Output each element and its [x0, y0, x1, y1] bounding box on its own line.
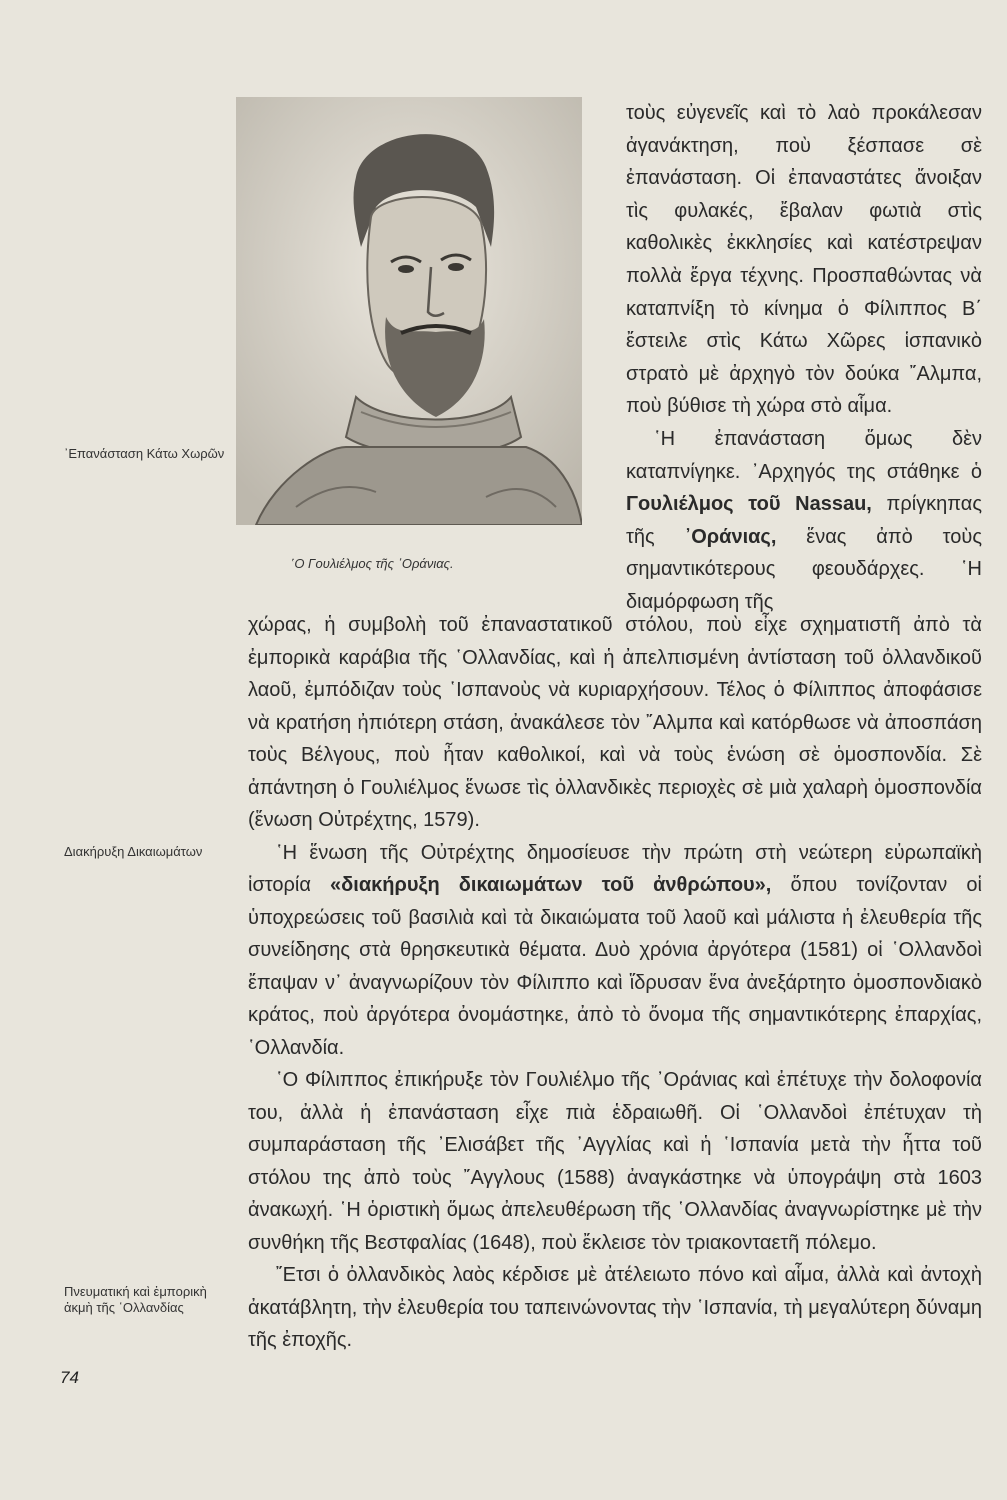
paragraph-3 [248, 837, 982, 1065]
william-nassau-bold: Γουλιέλμος τοῦ Nassau, [626, 493, 872, 516]
margin-note-declaration: Διακήρυξη Δικαιωμάτων [64, 844, 203, 859]
column-text [626, 97, 982, 619]
declaration-bold: «διακήρυξη δικαιωμάτων τοῦ ἀνθρώπου», [330, 874, 772, 896]
page-number: 74 [60, 1368, 79, 1387]
figure-caption: ῾Ο Γουλιέλμος τῆς ᾿Οράνιας. [290, 556, 454, 571]
paragraph-5: ῎Ετσι ὁ ὀλλανδικὸς λαὸς κέρδισε μὲ ἀτέλειωτο πόνο καὶ αἷμα, ἀλλὰ καὶ ἀντοχὴ ἀκατάβλητη, τὴν ἐλευθερία του ταπεινώνοντας τὴν ῾Ισπανία, τὴ μεγαλύτερη δύναμη τῆς ἐποχῆς. [248, 1264, 982, 1351]
portrait-illustration [236, 97, 582, 525]
paragraph-4: ῾Ο Φίλιππος ἐπικήρυξε τὸν Γουλιέλμο τῆς ᾿Οράνιας καὶ ἐπέτυχε τὴν δολοφονία του, ἀλλὰ ἡ ἐπανάσταση εἶχε πιὰ ἑδραιωθῆ. Οἱ ῾Ολλανδοὶ ἐπέτυχαν τὴ συμπαράσταση τῆς ᾿Ελισάβετ τῆς ᾿Αγγλίας καὶ ἡ ῾Ισπανία μετὰ τὴν ἧττα τοῦ στόλου της ἀπὸ τοὺς ῎Αγγλους (1588) ἀναγκάστηκε νὰ ὑπογράψη στὰ 1603 ἀνακωχή. ῾Η ὁριστικὴ ὅμως ἀπελευθέρωση τῆς ῾Ολλανδίας ἀναγνωρίστηκε μὲ τὴν συνθήκη τῆς Βεστφαλίας (1648), ποὺ ἔκλεισε τὸν τριακονταετῆ πόλεμο. [248, 1069, 982, 1254]
paragraph-2-start: ῾Η ἐπανάσταση ὅμως δὲν καταπνίγηκε. ᾿Αρχηγός της στάθηκε ὁ [626, 427, 982, 483]
paragraph-2-mid: πρίγκηπας τῆς [626, 493, 982, 548]
paragraph-1: τοὺς εὐγενεῖς καὶ τὸ λαὸ προκάλεσαν ἀγανάκτηση, ποὺ ξέσπασε σὲ ἐπανάσταση. Οἱ ἐπαναστάτες ἄνοιξαν τὶς φυλακές, ἔβαλαν φωτιὰ στὶς καθολικὲς ἐκκλησίες καὶ κατέστρεψαν πολλὰ ἔργα τέχνης. Προσπαθώντας νὰ καταπνίξη τὸ κίνημα ὁ Φίλιππος Β΄ ἔστειλε στὶς Κάτω Χῶρες ἱσπανικὸ στρατὸ μὲ ἀρχηγὸ τὸν δούκα ῎Αλμπα, ποὺ βύθισε τὴ χώρα στὸ αἷμα. [626, 102, 982, 418]
paragraph-3-start: ῾Η ἕνωση τῆς Οὐτρέχτης δημοσίευσε τὴν πρώτη στὴ νεώτερη εὐρωπαϊκὴ ἱστορία [248, 841, 982, 896]
orange-bold: ᾿Οράνιας, [684, 525, 777, 548]
full-width-text [248, 609, 982, 1357]
portrait-drawing [236, 97, 582, 525]
paragraph-3-end: ὅπου τονίζονταν οἱ ὑποχρεώσεις τοῦ βασιλιὰ καὶ τὰ δικαιώματα τοῦ λαοῦ καὶ μάλιστα ἡ ἐλευθερία τῆς συνείδησης στὰ θρησκευτικὰ θέματα. Δυὸ χρόνια ἀργότερα (1581) οἱ ῾Ολλανδοὶ ἔπαψαν ν᾿ ἀναγνωρίζουν τὸν Φίλιππο καὶ ἵδρυσαν ἕνα ἀνεξάρτητο ὁμοσπονδιακὸ κράτος, ποὺ ἀργότερα ὀνομάστηκε, ἀπὸ τὸ ὄνομα τῆς σημαντικότερης ἐπαρχίας, ῾Ολλανδία. [248, 874, 982, 1059]
margin-note-spiritual: Πνευματική καὶ ἐμπορικὴ ἀκμὴ τῆς ῾Ολλανδίας [64, 1284, 207, 1315]
paragraph-2-end: ἕνας ἀπὸ τοὺς σημαντικότερους φεουδάρχες. ῾Η διαμόρφωση τῆς [626, 525, 982, 613]
paragraph-2-continued: χώρας, ἡ συμβολὴ τοῦ ἐπαναστατικοῦ στόλου, ποὺ εἶχε σχηματιστῆ ἀπὸ τὰ ἐμπορικὰ καράβια τῆς ῾Ολλανδίας, καὶ ἡ ἀπελπισμένη ἀντίσταση τοῦ ὀλλανδικοῦ λαοῦ, ἐμπόδιζαν τοὺς ῾Ισπανοὺς νὰ κυριαρχήσουν. Τέλος ὁ Φίλιππος ἀποφάσισε νὰ κρατήση ἠπιότερη στάση, ἀνακάλεσε τὸν ῎Αλμπα καὶ κατόρθωσε νὰ ἀποσπάση τοὺς Βέλγους, ποὺ ἦταν καθολικοί, καὶ νὰ τοὺς ἑνώση σὲ ὁμοσπονδία. Σὲ ἀπάντηση ὁ Γουλιέλμος ἕνωσε τὶς ὀλλανδικὲς περιοχὲς σὲ μιὰ χαλαρὴ ὁμοσπονδία (ἕνωση Οὐτρέχτης, 1579). [248, 614, 982, 831]
margin-note-revolt: ᾿Επανάσταση Κάτω Χωρῶν [64, 446, 225, 461]
paragraph-2 [626, 423, 982, 619]
